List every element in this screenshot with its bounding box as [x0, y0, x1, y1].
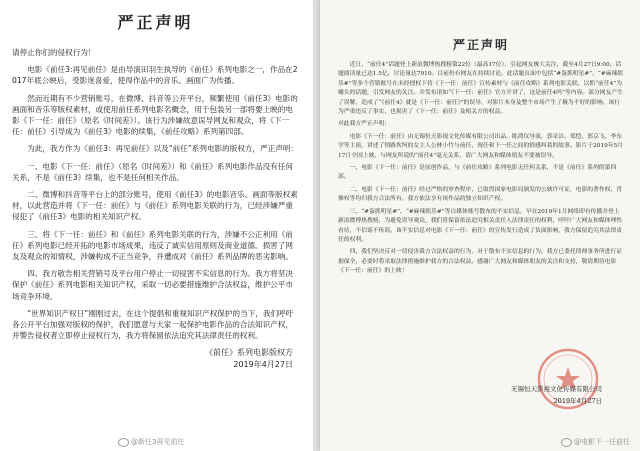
- paragraph: 二、电影《下一任：前任》经过严格的审查程序，已取得国家电影局颁发的公映许可证，电影的著作权、肖像权等均归我方合法所有，我方依法享有该作品的独立知识产权。: [338, 186, 623, 203]
- paragraph: 一、电影《下一任：前任》（原名《时间差》）和《前任》系列电影作品没有任何关系，不是《前任3》续集，也不是任何相关作品。: [12, 161, 293, 182]
- signature: 《前任》系列电影版权方: [205, 348, 293, 358]
- paragraph: 为此，我方作为《前任3：再见前任》以及“前任”系列电影的版权方，严正声明：: [27, 144, 299, 154]
- signature: 无锡恒天影视文化传媒有限公司: [511, 385, 602, 393]
- watermark: @电影下一任前任: [561, 437, 630, 447]
- paragraph: 三、“#蛋抓明星#”、“#麻辣娱乐#”等自媒体账号散布的不实信息，早在2019年1月网络即有传播并登上新浪微博热搜榜，为避免误导观众，我们将保留依法追究相关责任人法律责任的权利，呼吁广大网友和媒体理性看待，不信谣不传谣。该不实信息对电影《下一任：前任》的宣传发行造成了负面影响，我方保留追究其法律责任的权利。: [338, 208, 623, 243]
- divider: [313, 0, 320, 451]
- page-title: 严正声明: [452, 38, 509, 52]
- paragraph: 二、微博和抖音等平台上的部分账号，使用《前任3》的电影音乐、画面等版权素材，以此营造并将《下一任：前任》与《前任》系列电影关联的行为，已经涉嫌严重侵犯了《前任3》电影的相关知识产权。: [12, 190, 298, 222]
- date: 2019年4月27日: [553, 397, 602, 405]
- paragraph: 一、电影《下一任：前任》是原创作品，与《前任攻略》系列电影无任何关系，不是《前任》系列的第四部。: [338, 165, 617, 181]
- weibo-icon: [118, 438, 129, 447]
- weibo-icon: [561, 438, 572, 447]
- statement-left: [0, 0, 313, 451]
- date: 2019年4月27日: [233, 360, 293, 370]
- watermark: @新任3再见前任: [118, 437, 184, 447]
- page-title: 严正声明: [117, 13, 194, 32]
- paragraph: 然而近期有不少营销账号，在微博、抖音等公开平台，频繁使用《前任3》电影的画面和音乐等版权素材，或使用前任系列电影名概念，用于包装另一部将要上映的电影《下一任：前任》（原名《时间差》）。该行为涉嫌故意误导网友和观众，将《下一任：前任》引导成为《前任3》电影的续集，《前任攻略》系列第四部。: [12, 93, 298, 137]
- paragraph: 请停止你们的侵权行为！: [12, 48, 96, 57]
- paragraph: 四、我方敬告相关营销号及平台用户停止一切侵害不实信息的行为。我方将坚决保护《前任》系列电影相关知识产权，采取一切必要措施维护合法权益，维护公平市场竞争环境。: [12, 269, 293, 301]
- paragraph: “世界知识产权日”刚刚过去，在这个提倡和重视知识产权保护的当下，我们呼吁各公开平台加强对版权的保护，我们愿意与大家一起保护电影作品的合法知识产权，并警告侵权者立即停止侵权行为，我方将保留依法追究其法律责任的权利。: [12, 308, 294, 341]
- paragraph: 对此我方严正声明：: [338, 121, 391, 128]
- paragraph: 电影《下一任：前任》由无锡恒天影视文化传媒有限公司出品，陈鸿仪导演，郭采洁、郑恺、郭京飞、李东学等主演，讲述了情路坎坷的女主人公林小竹与前任、现任和下一任之间的情感纠葛的故事。影片于2019年5月17日全国上映，与网友所说的“前任4”毫无关系，请广大网友和媒体朋友不要被误导。: [338, 133, 624, 159]
- paragraph: 三、将《下一任：前任》和《前任》系列电影关联的行为，涉嫌不公正利用《前任》系列电影已经开拓的电影市场成果，违反了诚实信用原则及商业道德。损害了网友及观众的知情权，涉嫌构成不正当竞争，并遭成对《前任》系列品牌的恶劣影响。: [12, 229, 293, 262]
- paragraph: 四、我们坚决反对一切侵害我方合法权益的行为，对于散布不实信息的行为，我方已委托律师事务所进行证据保全，必要时将采取法律措施维护我方的合法权益。感谢广大网友和媒体朋友的关注和支持，敬请期待电影《下一任：前任》的上映！: [338, 249, 623, 275]
- paragraph: 近日，“前任4”话题登上新浪微博热搜榜第22位（最高17位），引起网友极大关注，截至4月27日9:00，话题阅读量已达1.5亿，讨论量达7910。目前仍有网友在持续讨论。此话题页面中包括“#蛋抓明星#”、“#麻辣娱乐#”等多个营销账号在未经授权下将《下一任：前任》宣传素材与《前任攻略》系列电影关联，以抓“前任4”为噱头的话题，引发网友的关注。并发布诸如“《下一任：前任》官方开讲了，这是前任4吗”等内容。部分网友产生了误解，造成了“《前任4》就是《下一任：前任》”的误导，对影片本身及整个市场产生了极为不好的影响。该行为严重违反了事实，也损害了《下一任：前任》及相关方的权益。: [338, 62, 624, 116]
- statement-right: [320, 0, 640, 451]
- paragraph: 电影《前任3:再见前任》是由导演田羽生执导的《前任》系列电影之一，作品在2017年底公映后，受影迷喜爱，使得作品中的音乐、画面广为传播。: [12, 65, 298, 86]
- signature-block: [12, 347, 293, 371]
